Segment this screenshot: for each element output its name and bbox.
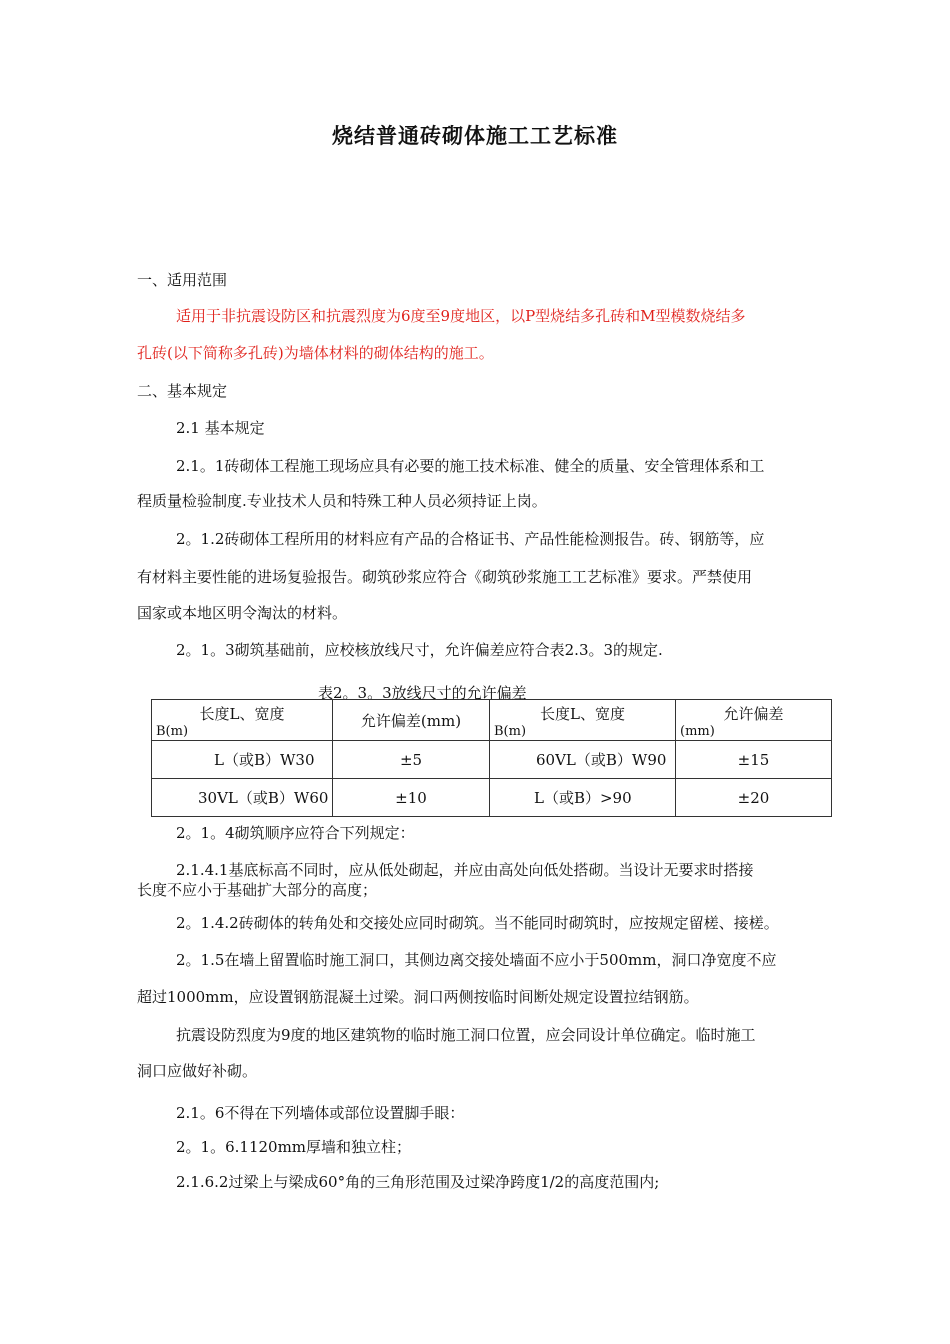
table-cell: L（或B）W30 [152,741,333,779]
clause-2-1-3: 2。1。3砌筑基础前，应校核放线尺寸，允许偏差应符合表2.3。3的规定. [176,641,663,659]
header-tolerance-2 [676,700,832,741]
document-title: 烧结普通砖砌体施工工艺标准 [332,124,618,148]
clause-2-1-5-line-2: 超过1000mm，应设置钢筋混凝土过梁。洞口两侧按临时间断处规定设置拉结钢筋。 [137,988,699,1006]
header-text: 允许偏差(mm) [360,711,462,730]
header-text: 允许偏差 [723,705,784,723]
clause-2-1-4: 2。1。4砌筑顺序应符合下列规定： [176,824,415,842]
clause-2-1-4-2: 2。1.4.2砖砌体的转角处和交接处应同时砌筑。当不能同时砌筑时，应按规定留槎、接槎。 [176,914,779,932]
seismic-note-line-1: 抗震设防烈度为9度的地区建筑物的临时施工洞口位置，应会同设计单位确定。临时施工 [176,1026,756,1044]
header-unit: B(m) [494,724,527,739]
section-heading-scope: 一、适用范围 [137,271,228,289]
table-header-row [152,700,832,741]
clause-2-1-5-line-1: 2。1.5在墙上留置临时施工洞口，其侧边离交接处墙面不应小于500mm，洞口净宽度不应 [176,951,777,969]
table-row [152,741,832,779]
table-cell: ±10 [333,779,490,817]
section-heading-basic: 二、基本规定 [137,382,228,400]
table-caption: 表2。3。3放线尺寸的允许偏差 [318,684,527,702]
table-cell: 60VL（或B）W90 [490,741,676,779]
table-cell: ±5 [333,741,490,779]
table-cell: 30VL（或B）W60 [152,779,333,817]
header-text: 长度L、宽度 [540,705,625,723]
clause-2-1-4-1-line-1: 2.1.4.1基底标高不同时，应从低处砌起，并应由高处向低处搭砌。当设计无要求时搭接 [176,861,754,879]
clause-2-1-1-line-1: 2.1。1砖砌体工程施工现场应具有必要的施工技术标准、健全的质量、安全管理体系和工 [176,457,765,475]
header-tolerance-1 [333,700,490,741]
clause-2-1-2-line-1: 2。1.2砖砌体工程所用的材料应有产品的合格证书、产品性能检测报告。砖、钢筋等，应 [176,530,765,548]
scope-text-line-1: 适用于非抗震设防区和抗震烈度为6度至9度地区，以P型烧结多孔砖和M型模数烧结多 [176,307,746,325]
tolerance-table [151,699,832,817]
clause-2-1-6: 2.1。6不得在下列墙体或部位设置脚手眼： [176,1104,465,1122]
clause-2-1-2-line-2: 有材料主要性能的进场复验报告。砌筑砂浆应符合《砌筑砂浆施工工艺标准》要求。严禁使用 [137,568,753,586]
table-cell: ±15 [676,741,832,779]
clause-2-1-6-2: 2.1.6.2过梁上与梁成60°角的三角形范围及过梁净跨度1/2的高度范围内; [176,1173,660,1191]
clause-2-1: 2.1 基本规定 [176,419,265,437]
seismic-note-line-2: 洞口应做好补砌。 [137,1062,258,1080]
header-unit: B(m) [156,724,189,739]
table-cell: ±20 [676,779,832,817]
clause-2-1-2-line-3: 国家或本地区明令淘汰的材料。 [137,604,348,622]
clause-2-1-1-line-2: 程质量检验制度.专业技术人员和特殊工种人员必须持证上岗。 [137,492,547,510]
scope-text-line-2: 孔砖(以下简称多孔砖)为墙体材料的砌体结构的施工。 [137,344,494,362]
clause-2-1-6-1: 2。1。6.1120mm厚墙和独立柱； [176,1138,412,1156]
header-unit: (mm) [680,724,715,739]
header-length-width-1 [152,700,333,741]
clause-2-1-4-1-line-2: 长度不应小于基础扩大部分的高度； [137,881,378,899]
table-row [152,779,832,817]
header-length-width-2 [490,700,676,741]
header-text: 长度L、宽度 [199,705,285,723]
table-cell: L（或B）>90 [490,779,676,817]
